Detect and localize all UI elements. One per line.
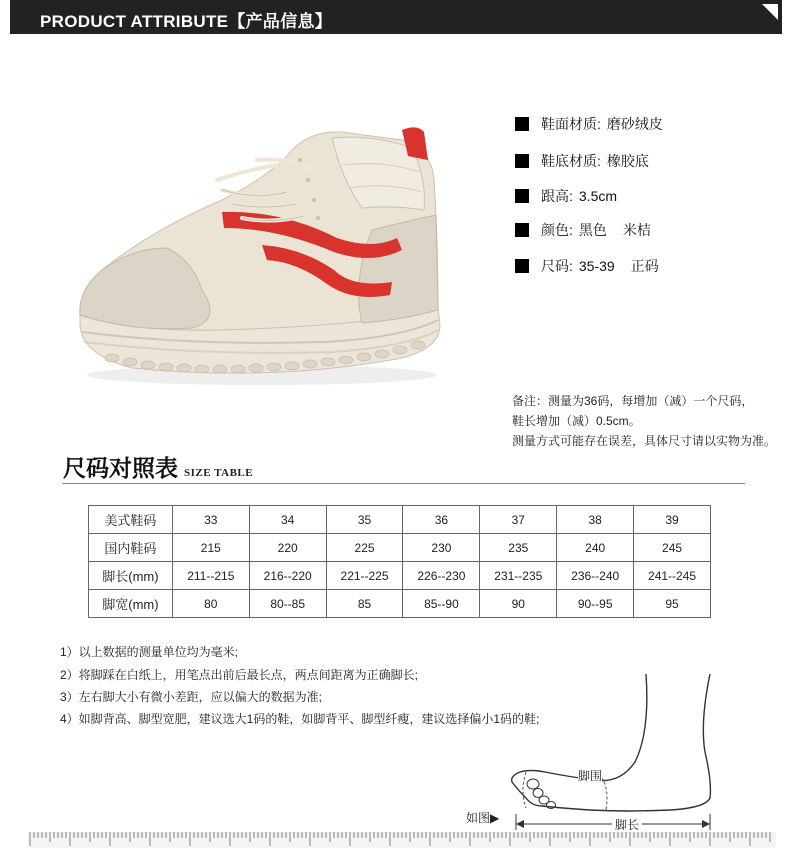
square-bullet-icon xyxy=(515,223,529,237)
table-cell: 85--90 xyxy=(403,590,480,618)
attribute-label: 尺码: xyxy=(541,258,573,274)
table-row xyxy=(89,506,711,534)
table-cell: 231--235 xyxy=(480,562,557,590)
instruction-1: 1）以上数据的测量单位均为毫米; xyxy=(60,645,239,659)
product-attribute-header xyxy=(10,0,782,34)
table-cell: 35 xyxy=(326,506,403,534)
attribute-label: 鞋底材质: xyxy=(541,153,601,169)
square-bullet-icon xyxy=(515,154,529,168)
corner-triangle-icon xyxy=(762,4,778,20)
ruler xyxy=(28,832,776,848)
attribute-color xyxy=(515,220,651,240)
table-cell: 39 xyxy=(634,506,711,534)
table-cell: 235 xyxy=(480,534,557,562)
table-row xyxy=(89,590,711,618)
table-cell: 225 xyxy=(326,534,403,562)
table-cell: 33 xyxy=(172,506,249,534)
square-bullet-icon xyxy=(515,259,529,273)
square-bullet-icon xyxy=(515,189,529,203)
size-table xyxy=(88,505,711,618)
table-cell: 240 xyxy=(557,534,634,562)
table-cell: 216--220 xyxy=(249,562,326,590)
table-cell: 34 xyxy=(249,506,326,534)
attribute-value-2: 米桔 xyxy=(622,222,651,238)
attribute-value: 35-39 xyxy=(578,258,615,274)
row-header: 国内鞋码 xyxy=(89,534,173,562)
attribute-value: 黑色 xyxy=(578,222,607,238)
table-cell: 37 xyxy=(480,506,557,534)
table-cell: 90--95 xyxy=(557,590,634,618)
table-cell: 241--245 xyxy=(634,562,711,590)
table-cell: 90 xyxy=(480,590,557,618)
square-bullet-icon xyxy=(515,117,529,131)
table-cell: 85 xyxy=(326,590,403,618)
table-cell: 230 xyxy=(403,534,480,562)
row-header: 脚长(mm) xyxy=(89,562,173,590)
attribute-upper-material xyxy=(515,114,663,134)
size-table-title xyxy=(63,450,253,483)
table-cell: 80 xyxy=(172,590,249,618)
table-row xyxy=(89,534,711,562)
instruction-3: 3）左右脚大小有微小差距，应以偏大的数据为准; xyxy=(60,690,323,704)
table-cell: 215 xyxy=(172,534,249,562)
table-cell: 38 xyxy=(557,506,634,534)
table-cell: 211--215 xyxy=(172,562,249,590)
note-line-1: 备注：测量为36码，每增加（减）一个尺码， xyxy=(512,394,754,408)
table-row xyxy=(89,562,711,590)
size-table-title-en: SIZE TABLE xyxy=(184,467,254,479)
attribute-label: 鞋面材质: xyxy=(541,116,601,132)
title-divider xyxy=(62,483,745,484)
instruction-4: 4）如脚背高、脚型宽肥，建议选大1码的鞋，如脚背平、脚型纤瘦，建议选择偏小1码的鞋; xyxy=(60,712,540,726)
header-title: PRODUCT ATTRIBUTE【产品信息】 xyxy=(40,12,333,31)
attribute-label: 跟高: xyxy=(541,188,573,204)
foot-girth-label: 脚围 xyxy=(578,769,603,783)
table-cell: 80--85 xyxy=(249,590,326,618)
instruction-2: 2）将脚踩在白纸上，用笔点出前后最长点，两点间距离为正确脚长; xyxy=(60,668,419,682)
attribute-value-2: 正码 xyxy=(630,258,659,274)
row-header: 脚宽(mm) xyxy=(89,590,173,618)
foot-length-label: 脚长 xyxy=(612,816,642,833)
attribute-sole-material xyxy=(515,151,649,171)
table-cell: 236--240 xyxy=(557,562,634,590)
table-cell: 245 xyxy=(634,534,711,562)
table-cell: 221--225 xyxy=(326,562,403,590)
shoe-image xyxy=(72,120,452,390)
attribute-size xyxy=(515,256,659,276)
attribute-heel-height xyxy=(515,186,617,206)
table-cell: 95 xyxy=(634,590,711,618)
attribute-value: 3.5cm xyxy=(578,188,618,204)
attribute-label: 颜色: xyxy=(541,222,573,238)
foot-toes xyxy=(527,779,556,809)
table-cell: 220 xyxy=(249,534,326,562)
note-line-3: 测量方式可能存在误差，具体尺寸请以实物为准。 xyxy=(512,434,777,448)
foot-diagram xyxy=(460,672,760,832)
figure-label: 如图▶ xyxy=(466,811,500,825)
attribute-value: 磨砂绒皮 xyxy=(606,116,663,132)
size-table-title-cn: 尺码对照表 xyxy=(63,455,178,482)
note-line-2: 鞋长增加（减）0.5cm。 xyxy=(512,414,641,428)
table-cell: 36 xyxy=(403,506,480,534)
table-cell: 226--230 xyxy=(403,562,480,590)
attribute-value: 橡胶底 xyxy=(606,153,649,169)
row-header: 美式鞋码 xyxy=(89,506,173,534)
